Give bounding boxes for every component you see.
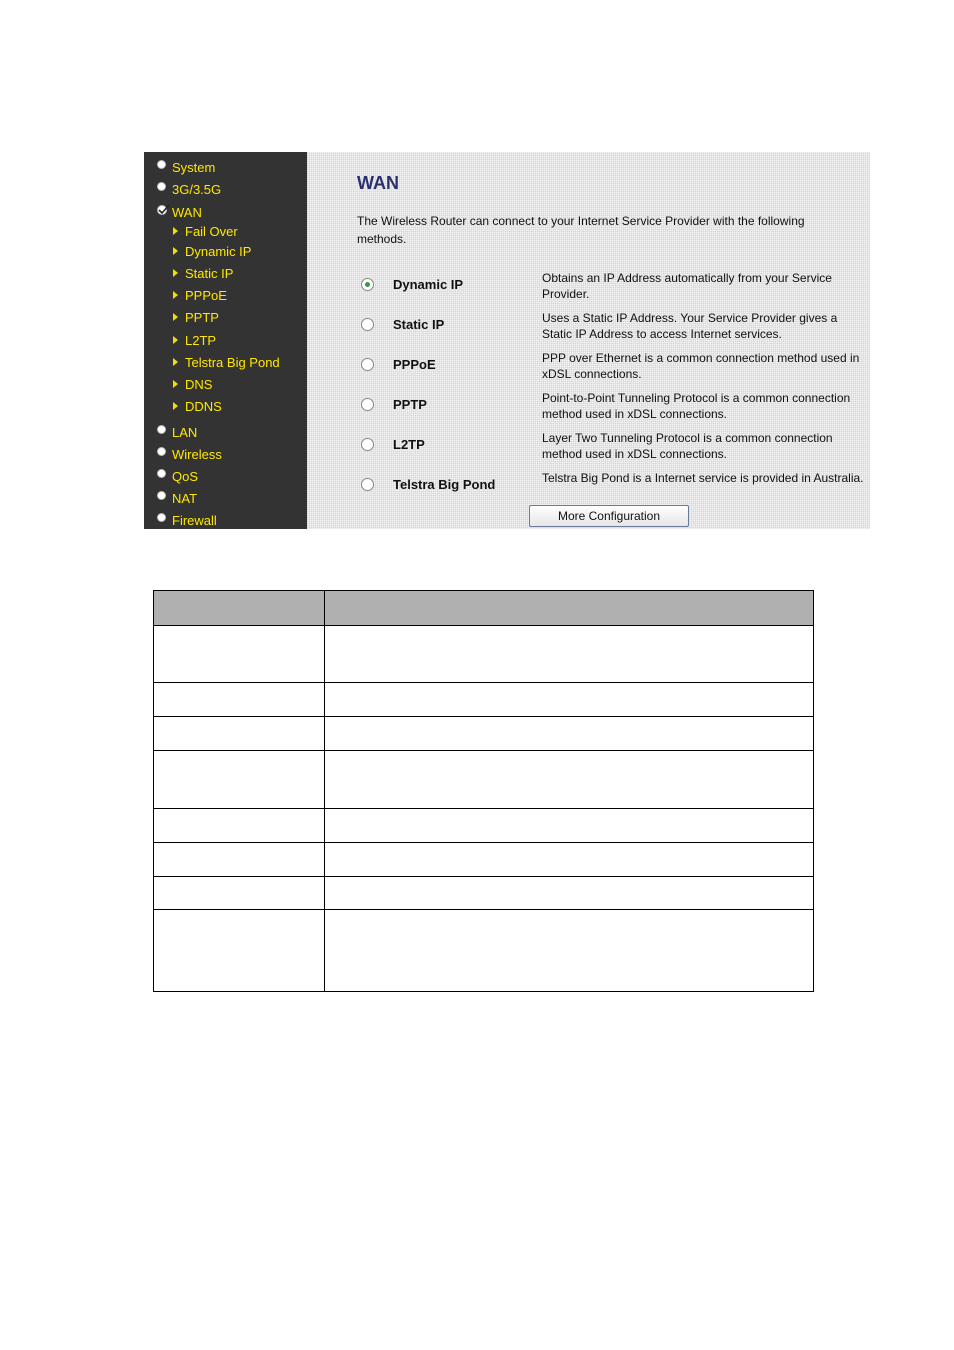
sidebar-item-qos[interactable]: [157, 466, 198, 486]
more-configuration-button[interactable]: More Configuration: [529, 505, 689, 527]
table-header-cell: [154, 591, 325, 626]
option-description: Obtains an IP Address automatically from your Service Provider.: [542, 271, 832, 301]
arrow-right-icon: [173, 291, 178, 299]
bullet-icon: [157, 160, 166, 169]
arrow-right-icon: [173, 336, 178, 344]
table-row: [154, 843, 814, 877]
sidebar-subitem-label: Telstra Big Pond: [185, 354, 280, 370]
table-cell: [154, 843, 325, 877]
sidebar-item-wan[interactable]: [157, 202, 202, 222]
table-cell: [154, 910, 325, 992]
sidebar: [144, 152, 307, 529]
table-cell: [325, 910, 814, 992]
bullet-icon: [157, 513, 166, 522]
option-row-l2tp: [307, 430, 870, 470]
option-description: Point-to-Point Tunneling Protocol is a common connection method used in xDSL connections.: [542, 391, 851, 421]
sidebar-item-label: QoS: [172, 468, 199, 484]
sidebar-subitem-telstra[interactable]: [173, 352, 280, 372]
bullet-icon: [157, 491, 166, 500]
table-cell: [154, 877, 325, 910]
option-row-telstra: [307, 470, 870, 510]
sidebar-item-label: System: [172, 159, 216, 175]
option-description: PPP over Ethernet is a common connection method used in xDSL connections.: [542, 351, 860, 381]
settings-table: [153, 590, 814, 992]
sidebar-item-firewall[interactable]: [157, 510, 217, 530]
option-label: PPPoE: [393, 357, 436, 372]
table-cell: [325, 751, 814, 809]
intro-text: The Wireless Router can connect to your Internet Service Provider with the following methods.: [357, 214, 805, 246]
option-label: PPTP: [393, 397, 427, 412]
arrow-right-icon: [173, 402, 178, 410]
router-screenshot: [144, 152, 870, 529]
table-cell: [325, 626, 814, 683]
option-label: Dynamic IP: [393, 277, 464, 292]
bullet-icon: [157, 182, 166, 191]
arrow-right-icon: [173, 380, 178, 388]
sidebar-item-label: Wireless: [172, 446, 222, 462]
table-row: [154, 751, 814, 809]
table-row: [154, 717, 814, 751]
table-cell: [325, 683, 814, 717]
option-row-pptp: [307, 390, 870, 430]
table-cell: [154, 683, 325, 717]
main-content: [307, 152, 870, 529]
radio-telstra[interactable]: [361, 478, 374, 491]
sidebar-subitem-pppoe[interactable]: [173, 285, 227, 305]
sidebar-subitem-label: PPTP: [185, 309, 219, 325]
sidebar-subitem-label: L2TP: [185, 332, 217, 348]
sidebar-subitem-label: Fail Over: [185, 223, 238, 239]
table-cell: [325, 809, 814, 843]
option-label: L2TP: [393, 437, 425, 452]
bullet-icon: [157, 469, 166, 478]
arrow-right-icon: [173, 313, 178, 321]
option-description: Telstra Big Pond is a Internet service is provided in Australia.: [542, 471, 864, 485]
checkmark-icon: [157, 204, 171, 216]
sidebar-subitem-label: DNS: [185, 376, 213, 392]
sidebar-item-label: WAN: [172, 204, 202, 220]
table-cell: [325, 877, 814, 910]
sidebar-subitem-pptp[interactable]: [173, 307, 219, 327]
table-cell: [154, 626, 325, 683]
sidebar-subitem-label: PPPoE: [185, 287, 227, 303]
option-description: Uses a Static IP Address. Your Service Provider gives a Static IP Address to access Internet services.: [542, 311, 838, 341]
arrow-right-icon: [173, 227, 178, 235]
arrow-right-icon: [173, 247, 178, 255]
sidebar-item-wireless[interactable]: [157, 444, 222, 464]
sidebar-subitem-static-ip[interactable]: [173, 263, 233, 283]
option-row-dynamic-ip: [307, 270, 870, 310]
radio-dynamic-ip[interactable]: [361, 278, 374, 291]
bullet-icon: [157, 447, 166, 456]
sidebar-item-label: LAN: [172, 424, 198, 440]
table-row: [154, 683, 814, 717]
radio-pptp[interactable]: [361, 398, 374, 411]
sidebar-item-label: 3G/3.5G: [172, 181, 222, 197]
table-row: [154, 626, 814, 683]
option-label: Static IP: [393, 317, 445, 332]
option-row-static-ip: [307, 310, 870, 350]
sidebar-item-label: Firewall: [172, 512, 217, 528]
arrow-right-icon: [173, 269, 178, 277]
table-cell: [154, 751, 325, 809]
table-header-row: [154, 591, 814, 626]
arrow-right-icon: [173, 358, 178, 366]
sidebar-subitem-fail-over[interactable]: [173, 221, 238, 241]
table-row: [154, 809, 814, 843]
table-row: [154, 910, 814, 992]
option-description: Layer Two Tunneling Protocol is a common connection method used in xDSL connections.: [542, 431, 833, 461]
sidebar-item-system[interactable]: [157, 157, 215, 177]
radio-static-ip[interactable]: [361, 318, 374, 331]
sidebar-subitem-dns[interactable]: [173, 374, 212, 394]
radio-pppoe[interactable]: [361, 358, 374, 371]
table-row: [154, 877, 814, 910]
sidebar-subitem-dynamic-ip[interactable]: [173, 241, 251, 261]
table-cell: [325, 717, 814, 751]
table-header-cell: [325, 591, 814, 626]
page-title: WAN: [357, 173, 399, 193]
table-cell: [154, 717, 325, 751]
sidebar-subitem-l2tp[interactable]: [173, 330, 216, 350]
sidebar-item-nat[interactable]: [157, 488, 197, 508]
sidebar-subitem-label: Dynamic IP: [185, 243, 252, 259]
sidebar-item-label: NAT: [172, 490, 198, 506]
sidebar-item-3g[interactable]: [157, 179, 221, 199]
sidebar-subitem-label: DDNS: [185, 398, 222, 414]
sidebar-subitem-ddns[interactable]: [173, 396, 222, 416]
option-row-pppoe: [307, 350, 870, 390]
sidebar-item-lan[interactable]: [157, 422, 197, 442]
table-cell: [154, 809, 325, 843]
sidebar-subitem-label: Static IP: [185, 265, 234, 281]
option-label: Telstra Big Pond: [393, 477, 496, 492]
table-cell: [325, 843, 814, 877]
bullet-icon: [157, 425, 166, 434]
radio-l2tp[interactable]: [361, 438, 374, 451]
